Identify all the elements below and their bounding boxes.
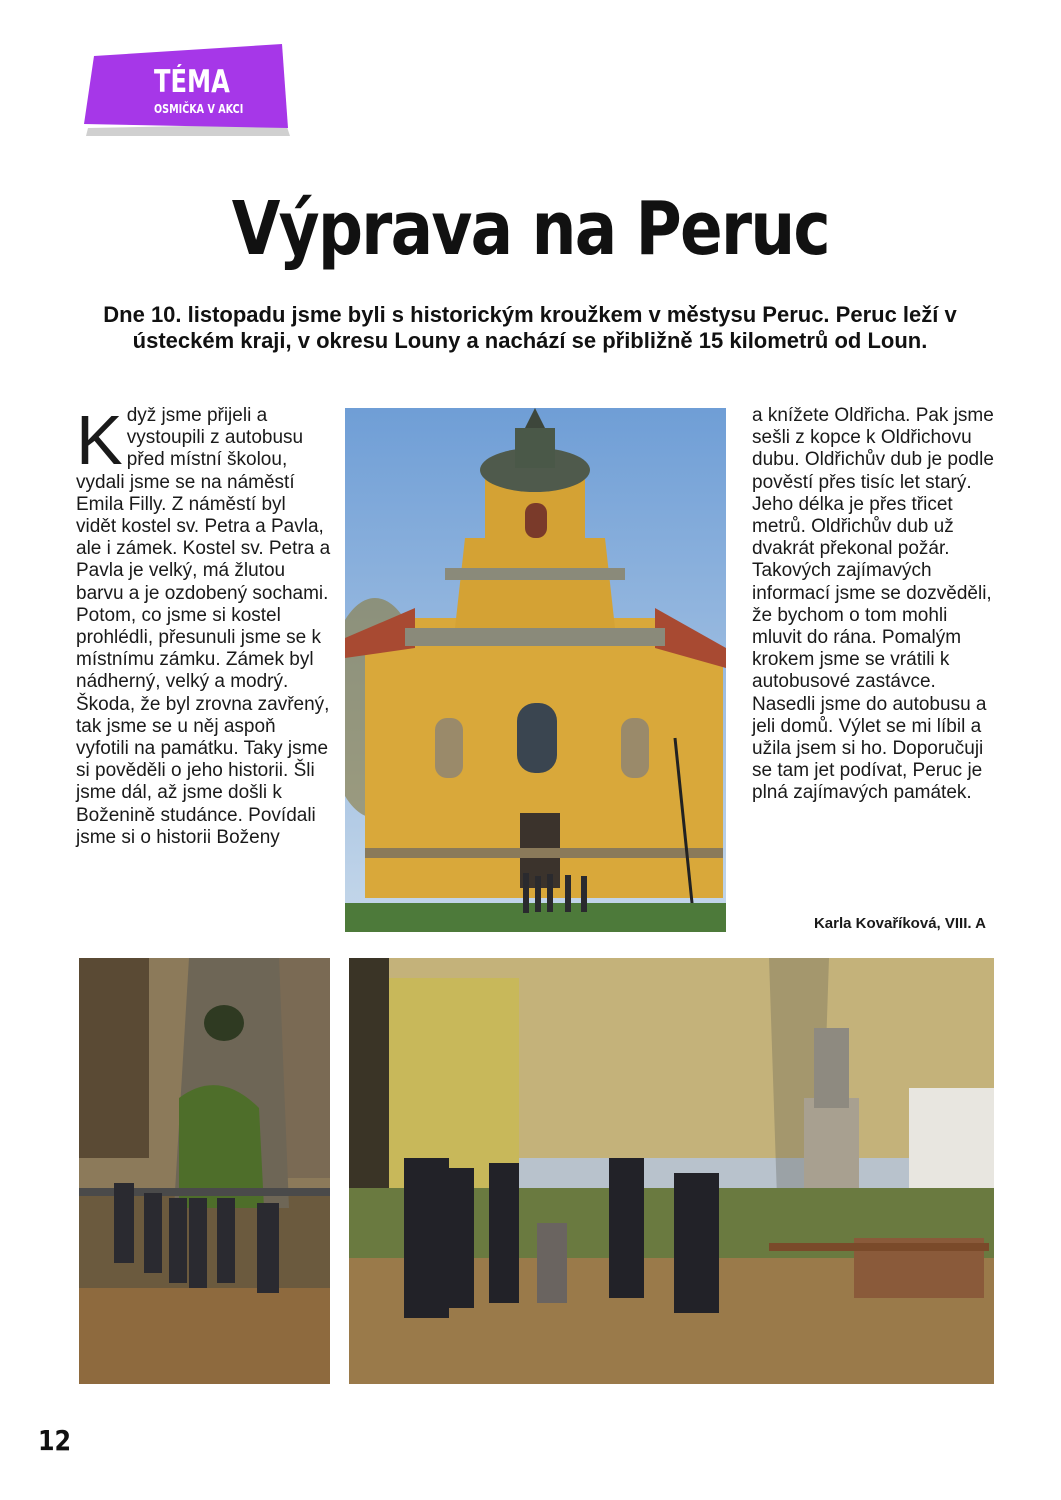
section-tag-subtitle: OSMIČKA V AKCI	[154, 102, 244, 116]
statue-group-photo	[349, 958, 994, 1384]
section-tag	[84, 44, 290, 136]
page-number: 12	[38, 1424, 72, 1457]
church-photo	[345, 408, 726, 932]
article-title-text: Výprava na Peruc	[231, 186, 830, 272]
drop-cap: K	[76, 401, 123, 479]
section-tag-title: TÉMA	[154, 64, 230, 100]
article-lead: Dne 10. listopadu jsme byli s historickým kroužkem v městysu Peruc. Peruc leží v ústeckém kraji, v okresu Louny a nachází se přibližně 15 kilometrů od Loun.	[103, 302, 957, 354]
column-1-text: dyž jsme přijeli a vystoupili z autobusu před místní školou, vydali jsme se na náměstí Emila Filly. Z náměstí byl vidět kostel sv. Petra a Pavla, ale i zámek. Kostel sv. Petra a Pavla je velký, má žlutou barvu a je ozdobený sochami. Potom, co jsme si kostel prohlédli, přesunuli jsme se k místnímu zámku. Zámek byl nádherný, velký a modrý. Škoda, že byl zrovna zavřený, tak jsme se u něj aspoň vyfotili na památku. Taky jsme si pověděli o jeho historii. Šli jsme dál, až jsme došli k Boženině studánce. Povídali jsme si o historii Boženy	[76, 405, 331, 848]
oak-tree-photo	[79, 958, 330, 1384]
article-column-1	[76, 401, 331, 849]
article-column-2: a knížete Oldřicha. Pak jsme sešli z kopce k Oldřichovu dubu. Oldřichův dub je podle pověstí přes tisíc let starý. Jeho délka je přes třicet metrů. Oldřichův dub už dvakrát překonal požár. Takových zajímavých informací jsme se dozvěděli, že bychom o tom mohli mluvit do rána. Pomalým krokem jsme se vrátili k autobusové zastávce. Nasedli jsme do autobusu a jeli domů. Výlet se mi líbil a užila jsem si ho. Doporučuji se tam jet podívat, Peruc je plná zajímavých památek.	[752, 405, 994, 804]
article-author: Karla Kovaříková, VIII. A	[813, 915, 986, 932]
article-title	[0, 186, 1061, 272]
